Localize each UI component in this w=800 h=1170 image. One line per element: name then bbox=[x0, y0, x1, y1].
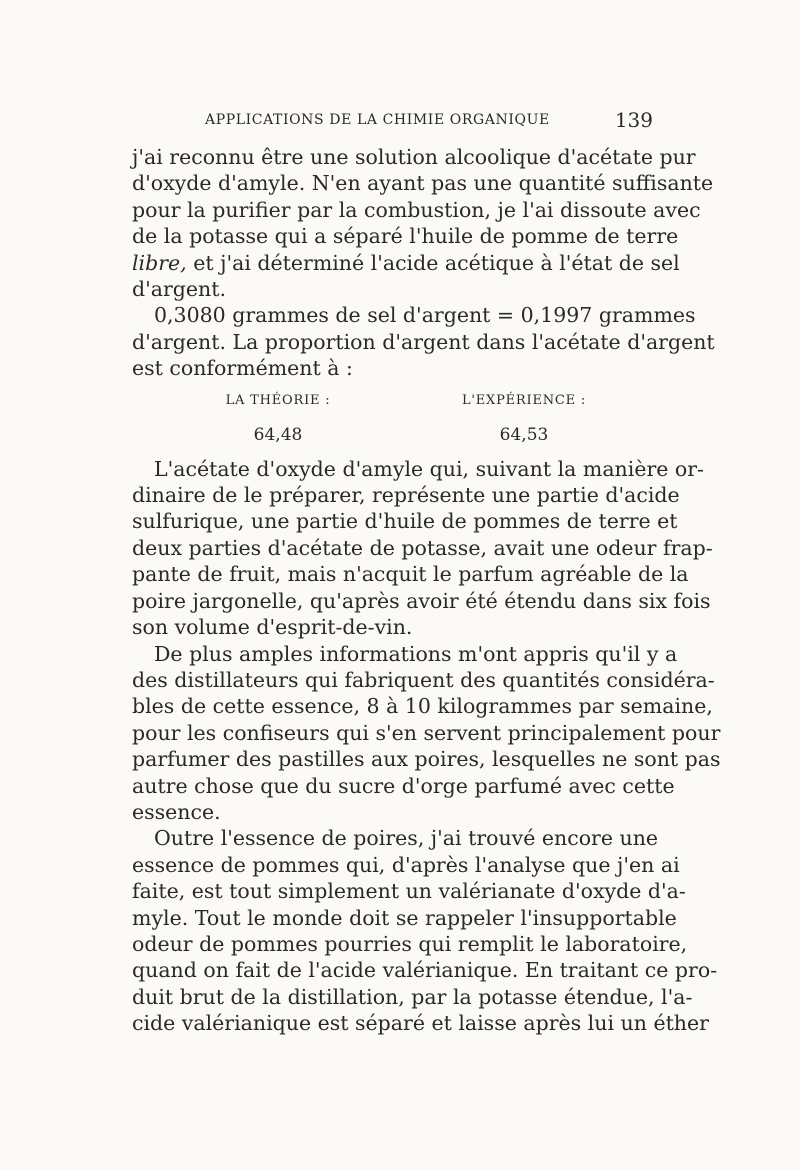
paragraph-1 bbox=[132, 144, 714, 302]
text-line: parfumer des pastilles aux poires, lesquelles ne sont pas bbox=[132, 747, 721, 772]
page-body bbox=[132, 144, 721, 1037]
text-line: duit brut de la distillation, par la potasse étendue, l'a- bbox=[132, 984, 693, 1009]
text-line: son volume d'esprit-de-vin. bbox=[132, 615, 413, 640]
text-line: 0,3080 grammes de sel d'argent = 0,1997 grammes bbox=[154, 303, 696, 328]
text-line: faite, est tout simplement un valérianate d'oxyde d'a- bbox=[132, 879, 686, 904]
text-line: Outre l'essence de poires, j'ai trouvé encore une bbox=[154, 826, 659, 851]
text-line: pour la purifier par la combustion, je l'ai dissoute avec bbox=[132, 197, 701, 222]
experiment-column bbox=[424, 388, 624, 449]
text-line: de la potasse qui a séparé l'huile de pomme de terre bbox=[132, 224, 679, 249]
text-line: bles de cette essence, 8 à 10 kilogrammes par semaine, bbox=[132, 694, 713, 719]
experiment-value: 64,53 bbox=[499, 425, 549, 446]
italic-word: libre, bbox=[132, 250, 187, 275]
text-line bbox=[132, 250, 680, 276]
text-line: cide valérianique est séparé et laisse après lui un éther bbox=[132, 1011, 709, 1036]
text-line: poire jargonelle, qu'après avoir été étendu dans six fois bbox=[132, 588, 711, 613]
text-line: dinaire de le préparer, représente une partie d'acide bbox=[132, 483, 680, 508]
text-line: d'oxyde d'amyle. N'en ayant pas une quantité suffisante bbox=[132, 171, 714, 196]
text-line: myle. Tout le monde doit se rappeler l'insupportable bbox=[132, 905, 677, 930]
theory-column bbox=[178, 388, 378, 449]
paragraph-4 bbox=[132, 641, 721, 826]
theory-label: LA THÉORIE : bbox=[225, 392, 331, 408]
text-line: autre chose que du sucre d'orge parfumé avec cette bbox=[132, 773, 675, 798]
text-line: essence de pommes qui, d'après l'analyse que j'en ai bbox=[132, 852, 680, 877]
text-line: essence. bbox=[132, 799, 221, 824]
text-line: pante de fruit, mais n'acquit le parfum agréable de la bbox=[132, 562, 689, 587]
paragraph-3 bbox=[132, 456, 713, 641]
theory-value: 64,48 bbox=[253, 425, 303, 446]
text-line-rest: et j'ai déterminé l'acide acétique à l'état de sel bbox=[193, 250, 680, 275]
text-line: deux parties d'acétate de potasse, avait une odeur frap- bbox=[132, 535, 713, 560]
text-line: est conformément à : bbox=[132, 356, 353, 381]
text-line: des distillateurs qui fabriquent des quantités considéra- bbox=[132, 667, 715, 692]
experiment-label: L'EXPÉRIENCE : bbox=[461, 392, 587, 408]
text-line: d'argent. La proportion d'argent dans l'acétate d'argent bbox=[132, 329, 715, 354]
paragraph-5 bbox=[132, 825, 718, 1036]
page-header bbox=[205, 110, 653, 132]
comparison-table bbox=[132, 388, 654, 450]
running-title: APPLICATIONS DE LA CHIMIE ORGANIQUE bbox=[205, 112, 550, 128]
text-line: De plus amples informations m'ont appris qu'il y a bbox=[154, 641, 678, 666]
paragraph-2 bbox=[132, 302, 715, 381]
text-line: odeur de pommes pourries qui remplit le laboratoire, bbox=[132, 931, 688, 956]
text-line: pour les confiseurs qui s'en servent principalement pour bbox=[132, 720, 721, 745]
text-line: j'ai reconnu être une solution alcoolique d'acétate pur bbox=[132, 145, 696, 169]
text-line: sulfurique, une partie d'huile de pommes de terre et bbox=[132, 509, 678, 534]
text-line: d'argent. bbox=[132, 277, 226, 302]
page-number: 139 bbox=[614, 108, 653, 132]
text-line: quand on fait de l'acide valérianique. En traitant ce pro- bbox=[132, 958, 718, 983]
text-line: L'acétate d'oxyde d'amyle qui, suivant la manière or- bbox=[154, 456, 704, 481]
